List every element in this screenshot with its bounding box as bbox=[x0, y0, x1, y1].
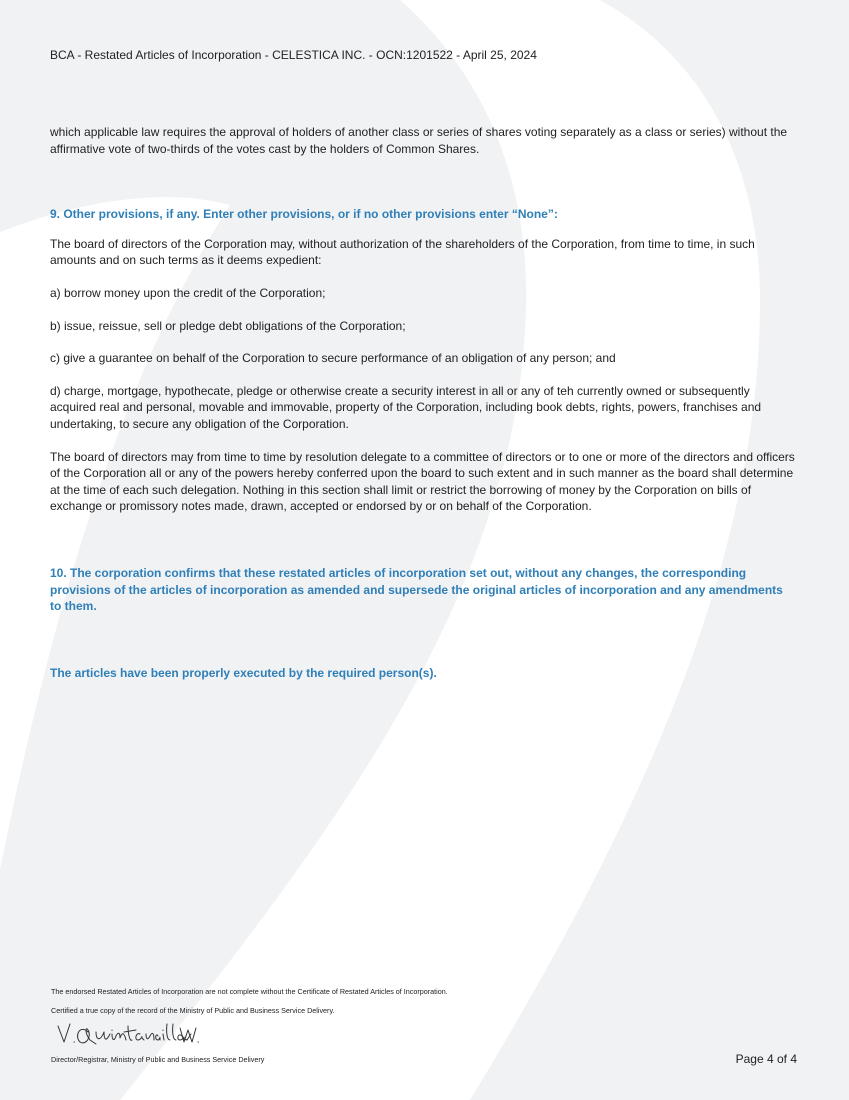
footer-note-certificate: The endorsed Restated Articles of Incorporation are not complete without the Certificate of Restated Articles of Incorporation. bbox=[51, 987, 448, 996]
section-9-intro: The board of directors of the Corporation may, without authorization of the shareholders of the Corporation, from time to time, in such amounts and on such terms as it deems expedient: bbox=[50, 236, 755, 268]
document-header: BCA - Restated Articles of Incorporation - CELESTICA INC. - OCN:1201522 - April 25, 2024 bbox=[50, 48, 537, 62]
page-number: Page 4 of 4 bbox=[735, 1052, 797, 1066]
continuation-paragraph: which applicable law requires the approval of holders of another class or series of shares voting separately as a class or series) without the affirmative vote of two-thirds of the votes cast by the holders of Common Shares. bbox=[50, 125, 788, 156]
registrar-signature bbox=[56, 1018, 201, 1048]
footer-note-certified-copy: Certified a true copy of the record of the Ministry of Public and Business Service Delivery. bbox=[51, 1006, 335, 1015]
section-10-statement: 10. The corporation confirms that these restated articles of incorporation set out, without any changes, the corresponding provisions of the articles of incorporation as amended and supersede the original articles of incorporation and any amendments to them. bbox=[50, 565, 783, 614]
execution-statement: The articles have been properly executed by the required person(s). bbox=[50, 665, 437, 680]
delegation-paragraph: The board of directors may from time to time by resolution delegate to a committee of directors or to one or more of the directors and officers of the Corporation all or any of the powers hereby conferred upon the board to such extent and in such manner as the board shall determine at the time of each such delegation. Nothing in this section shall limit or restrict the borrowing of money by the Corporation on bills of exchange or promissory notes made, drawn, accepted or endorsed by or on behalf of the Corporation. bbox=[50, 449, 795, 514]
list-item-a: a) borrow money upon the credit of the Corporation; bbox=[50, 285, 326, 300]
list-item-d: d) charge, mortgage, hypothecate, pledge or otherwise create a security interest in all or any of teh currently owned or subsequently acquired real and personal, movable and immovable, property of the Corporation, including book debts, rights, powers, franchises and undertaking, to secure any obligation of the Corporation. bbox=[50, 383, 762, 431]
list-item-c: c) give a guarantee on behalf of the Corporation to secure performance of an obligation of any person; and bbox=[50, 351, 616, 366]
signatory-title: Director/Registrar, Ministry of Public and Business Service Delivery bbox=[51, 1055, 265, 1064]
list-item-b: b) issue, reissue, sell or pledge debt obligations of the Corporation; bbox=[50, 318, 406, 333]
section-9-heading: 9. Other provisions, if any. Enter other provisions, or if no other provisions enter “None”: bbox=[50, 207, 558, 222]
document-body bbox=[50, 124, 795, 681]
